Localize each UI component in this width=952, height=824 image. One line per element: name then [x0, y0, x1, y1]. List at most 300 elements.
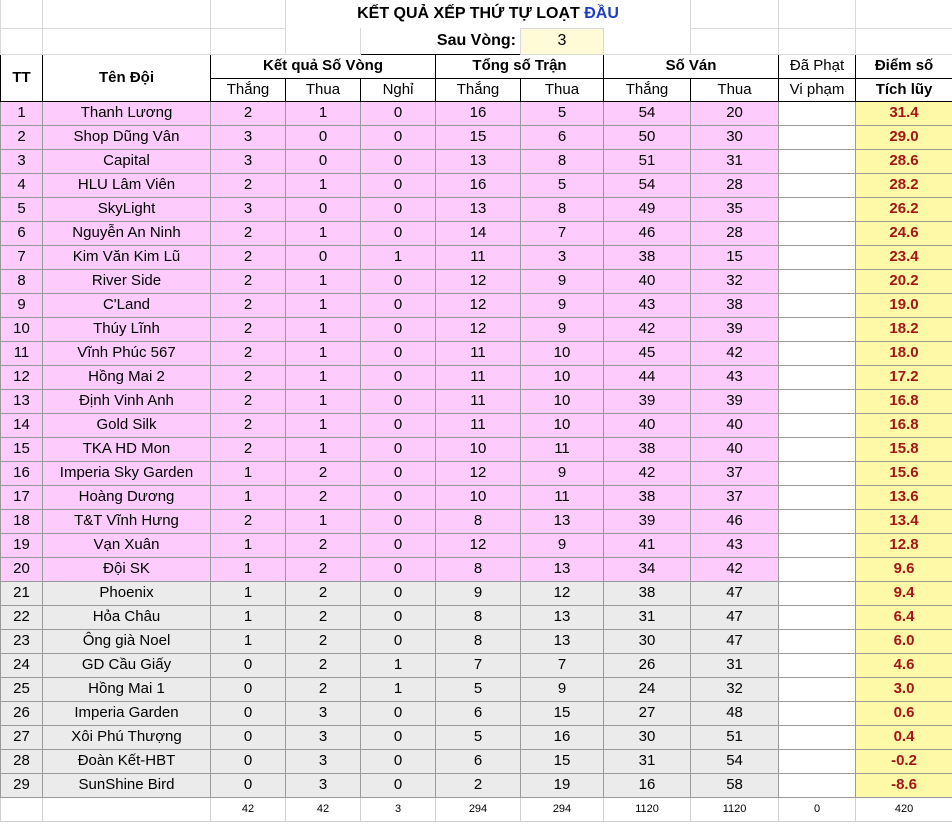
cell-tt[interactable]: 16	[1, 461, 43, 485]
cell-penalty[interactable]	[779, 389, 856, 413]
cell-round-bye[interactable]: 0	[361, 605, 436, 629]
cell-game-loss[interactable]: 51	[691, 725, 779, 749]
cell-round-win[interactable]: 2	[211, 317, 286, 341]
cell-tt[interactable]: 25	[1, 677, 43, 701]
cell-round-loss[interactable]: 1	[286, 341, 361, 365]
cell-game-loss[interactable]: 54	[691, 749, 779, 773]
cell-tt[interactable]: 14	[1, 413, 43, 437]
cell-round-win[interactable]: 2	[211, 365, 286, 389]
total-mw[interactable]: 294	[436, 797, 521, 821]
cell-match-loss[interactable]: 9	[521, 317, 604, 341]
cell-points[interactable]: 28.2	[856, 173, 952, 197]
cell-round-bye[interactable]: 0	[361, 533, 436, 557]
cell-game-loss[interactable]: 20	[691, 101, 779, 125]
cell-round-bye[interactable]: 0	[361, 173, 436, 197]
cell-game-loss[interactable]: 38	[691, 293, 779, 317]
cell-team[interactable]: Kim Văn Kim Lũ	[43, 245, 211, 269]
cell-match-loss[interactable]: 12	[521, 581, 604, 605]
cell-round-loss[interactable]: 1	[286, 293, 361, 317]
cell-team[interactable]: TKA HD Mon	[43, 437, 211, 461]
cell-game-loss[interactable]: 40	[691, 413, 779, 437]
cell-game-loss[interactable]: 47	[691, 581, 779, 605]
cell-points[interactable]: 16.8	[856, 389, 952, 413]
cell-match-win[interactable]: 6	[436, 749, 521, 773]
cell-game-loss[interactable]: 37	[691, 461, 779, 485]
cell-penalty[interactable]	[779, 317, 856, 341]
cell-team[interactable]: Imperia Sky Garden	[43, 461, 211, 485]
cell-round-win[interactable]: 0	[211, 749, 286, 773]
cell-game-win[interactable]: 38	[604, 437, 691, 461]
cell-tt[interactable]: 18	[1, 509, 43, 533]
cell-round-bye[interactable]: 0	[361, 509, 436, 533]
cell-tt[interactable]: 20	[1, 557, 43, 581]
cell-penalty[interactable]	[779, 149, 856, 173]
cell-match-loss[interactable]: 9	[521, 677, 604, 701]
cell-round-loss[interactable]: 2	[286, 557, 361, 581]
cell-round-loss[interactable]: 1	[286, 365, 361, 389]
cell-round-loss[interactable]: 2	[286, 629, 361, 653]
total-pts[interactable]: 420	[856, 797, 952, 821]
cell-round-loss[interactable]: 1	[286, 173, 361, 197]
cell-game-win[interactable]: 39	[604, 509, 691, 533]
cell-round-bye[interactable]: 1	[361, 245, 436, 269]
cell-round-bye[interactable]: 0	[361, 749, 436, 773]
cell-round-loss[interactable]: 2	[286, 533, 361, 557]
cell-game-win[interactable]: 24	[604, 677, 691, 701]
cell-penalty[interactable]	[779, 581, 856, 605]
cell-points[interactable]: 9.6	[856, 557, 952, 581]
cell-match-loss[interactable]: 13	[521, 557, 604, 581]
cell-match-loss[interactable]: 9	[521, 461, 604, 485]
cell-team[interactable]: SkyLight	[43, 197, 211, 221]
cell-tt[interactable]: 3	[1, 149, 43, 173]
cell-team[interactable]: HLU Lâm Viên	[43, 173, 211, 197]
cell-round-bye[interactable]: 0	[361, 221, 436, 245]
cell-round-loss[interactable]: 1	[286, 509, 361, 533]
cell-game-win[interactable]: 40	[604, 269, 691, 293]
cell-match-win[interactable]: 8	[436, 605, 521, 629]
cell-penalty[interactable]	[779, 365, 856, 389]
cell-penalty[interactable]	[779, 245, 856, 269]
cell-round-win[interactable]: 1	[211, 485, 286, 509]
cell-game-win[interactable]: 54	[604, 173, 691, 197]
cell-round-win[interactable]: 2	[211, 101, 286, 125]
cell-tt[interactable]: 11	[1, 341, 43, 365]
cell-points[interactable]: -8.6	[856, 773, 952, 797]
cell-round-loss[interactable]: 1	[286, 437, 361, 461]
cell-team[interactable]: Đoàn Kết-HBT	[43, 749, 211, 773]
total-gl[interactable]: 1120	[691, 797, 779, 821]
cell-game-win[interactable]: 54	[604, 101, 691, 125]
cell-points[interactable]: 6.0	[856, 629, 952, 653]
cell-round-bye[interactable]: 0	[361, 317, 436, 341]
cell-match-win[interactable]: 13	[436, 149, 521, 173]
cell-round-loss[interactable]: 2	[286, 677, 361, 701]
cell-match-win[interactable]: 10	[436, 437, 521, 461]
cell-points[interactable]: 0.6	[856, 701, 952, 725]
cell-penalty[interactable]	[779, 437, 856, 461]
cell-round-win[interactable]: 1	[211, 581, 286, 605]
cell-round-loss[interactable]: 0	[286, 149, 361, 173]
cell-game-win[interactable]: 30	[604, 725, 691, 749]
cell-round-bye[interactable]: 0	[361, 101, 436, 125]
cell-round-bye[interactable]: 1	[361, 677, 436, 701]
cell-points[interactable]: 23.4	[856, 245, 952, 269]
cell-team[interactable]: Gold Silk	[43, 413, 211, 437]
cell-round-loss[interactable]: 2	[286, 461, 361, 485]
cell-points[interactable]: 6.4	[856, 605, 952, 629]
cell-team[interactable]: Hồng Mai 2	[43, 365, 211, 389]
cell-team[interactable]: Vĩnh Phúc 567	[43, 341, 211, 365]
cell-match-loss[interactable]: 5	[521, 173, 604, 197]
cell-round-loss[interactable]: 1	[286, 101, 361, 125]
cell-tt[interactable]: 17	[1, 485, 43, 509]
cell-game-win[interactable]: 40	[604, 413, 691, 437]
cell-match-loss[interactable]: 10	[521, 365, 604, 389]
cell-round-loss[interactable]: 3	[286, 701, 361, 725]
cell-round-loss[interactable]: 1	[286, 221, 361, 245]
cell-round-win[interactable]: 2	[211, 437, 286, 461]
cell-tt[interactable]: 28	[1, 749, 43, 773]
cell-game-loss[interactable]: 31	[691, 149, 779, 173]
cell-penalty[interactable]	[779, 773, 856, 797]
cell-round-win[interactable]: 1	[211, 557, 286, 581]
cell-penalty[interactable]	[779, 629, 856, 653]
cell-round-loss[interactable]: 1	[286, 413, 361, 437]
cell-tt[interactable]: 5	[1, 197, 43, 221]
cell-round-loss[interactable]: 3	[286, 749, 361, 773]
cell-round-loss[interactable]: 2	[286, 605, 361, 629]
cell-game-win[interactable]: 51	[604, 149, 691, 173]
cell-game-win[interactable]: 43	[604, 293, 691, 317]
cell-game-win[interactable]: 41	[604, 533, 691, 557]
cell-team[interactable]: Phoenix	[43, 581, 211, 605]
cell-round-win[interactable]: 0	[211, 701, 286, 725]
cell-round-loss[interactable]: 0	[286, 125, 361, 149]
cell-points[interactable]: 19.0	[856, 293, 952, 317]
cell-round-win[interactable]: 2	[211, 221, 286, 245]
cell-round-bye[interactable]: 0	[361, 197, 436, 221]
total-rb[interactable]: 3	[361, 797, 436, 821]
cell-match-loss[interactable]: 9	[521, 533, 604, 557]
cell-round-loss[interactable]: 2	[286, 653, 361, 677]
cell-match-loss[interactable]: 13	[521, 629, 604, 653]
cell-tt[interactable]: 10	[1, 317, 43, 341]
cell-penalty[interactable]	[779, 749, 856, 773]
cell-team[interactable]: GD Cầu Giấy	[43, 653, 211, 677]
cell-match-loss[interactable]: 7	[521, 653, 604, 677]
cell-team[interactable]: Nguyễn An Ninh	[43, 221, 211, 245]
cell-match-win[interactable]: 7	[436, 653, 521, 677]
cell-game-loss[interactable]: 30	[691, 125, 779, 149]
cell-game-win[interactable]: 50	[604, 125, 691, 149]
cell-penalty[interactable]	[779, 509, 856, 533]
cell-match-loss[interactable]: 8	[521, 149, 604, 173]
cell-team[interactable]: Thúy Lĩnh	[43, 317, 211, 341]
cell-points[interactable]: 18.0	[856, 341, 952, 365]
cell-penalty[interactable]	[779, 725, 856, 749]
cell-penalty[interactable]	[779, 677, 856, 701]
cell-points[interactable]: 24.6	[856, 221, 952, 245]
cell-match-win[interactable]: 14	[436, 221, 521, 245]
cell-match-loss[interactable]: 9	[521, 269, 604, 293]
cell-points[interactable]: 12.8	[856, 533, 952, 557]
cell-match-loss[interactable]: 15	[521, 701, 604, 725]
cell-team[interactable]: River Side	[43, 269, 211, 293]
cell-round-bye[interactable]: 0	[361, 293, 436, 317]
cell-round-bye[interactable]: 0	[361, 485, 436, 509]
cell-team[interactable]: SunShine Bird	[43, 773, 211, 797]
cell-game-loss[interactable]: 35	[691, 197, 779, 221]
cell-game-loss[interactable]: 42	[691, 557, 779, 581]
cell-round-win[interactable]: 0	[211, 677, 286, 701]
cell-points[interactable]: 15.8	[856, 437, 952, 461]
cell-round-loss[interactable]: 1	[286, 269, 361, 293]
cell-match-loss[interactable]: 10	[521, 413, 604, 437]
cell-match-loss[interactable]: 6	[521, 125, 604, 149]
cell-round-bye[interactable]: 0	[361, 461, 436, 485]
cell-match-win[interactable]: 10	[436, 485, 521, 509]
cell-match-loss[interactable]: 10	[521, 389, 604, 413]
cell-game-win[interactable]: 45	[604, 341, 691, 365]
cell-round-loss[interactable]: 1	[286, 317, 361, 341]
cell-game-win[interactable]: 46	[604, 221, 691, 245]
cell-match-loss[interactable]: 9	[521, 293, 604, 317]
cell-team[interactable]: Xôi Phú Thượng	[43, 725, 211, 749]
cell-match-win[interactable]: 8	[436, 557, 521, 581]
cell-game-loss[interactable]: 40	[691, 437, 779, 461]
cell-round-bye[interactable]: 0	[361, 557, 436, 581]
cell-tt[interactable]: 2	[1, 125, 43, 149]
cell-game-win[interactable]: 42	[604, 317, 691, 341]
cell-round-bye[interactable]: 1	[361, 653, 436, 677]
cell-game-loss[interactable]: 43	[691, 365, 779, 389]
cell-team[interactable]: Định Vinh Anh	[43, 389, 211, 413]
cell-tt[interactable]: 19	[1, 533, 43, 557]
cell-round-loss[interactable]: 0	[286, 245, 361, 269]
cell-game-loss[interactable]: 37	[691, 485, 779, 509]
cell-match-loss[interactable]: 7	[521, 221, 604, 245]
cell-team[interactable]: Đội SK	[43, 557, 211, 581]
cell-tt[interactable]: 7	[1, 245, 43, 269]
cell-points[interactable]: -0.2	[856, 749, 952, 773]
cell-penalty[interactable]	[779, 341, 856, 365]
cell-match-win[interactable]: 12	[436, 533, 521, 557]
cell-tt[interactable]: 15	[1, 437, 43, 461]
cell-round-win[interactable]: 2	[211, 413, 286, 437]
cell-game-loss[interactable]: 28	[691, 173, 779, 197]
cell-points[interactable]: 13.6	[856, 485, 952, 509]
cell-game-loss[interactable]: 48	[691, 701, 779, 725]
cell-tt[interactable]: 6	[1, 221, 43, 245]
cell-match-loss[interactable]: 10	[521, 341, 604, 365]
cell-game-win[interactable]: 31	[604, 749, 691, 773]
cell-game-win[interactable]: 27	[604, 701, 691, 725]
cell-match-win[interactable]: 11	[436, 365, 521, 389]
cell-game-win[interactable]: 49	[604, 197, 691, 221]
cell-round-bye[interactable]: 0	[361, 725, 436, 749]
cell-game-loss[interactable]: 32	[691, 677, 779, 701]
cell-game-win[interactable]: 30	[604, 629, 691, 653]
cell-game-win[interactable]: 38	[604, 245, 691, 269]
cell-match-loss[interactable]: 19	[521, 773, 604, 797]
cell-game-loss[interactable]: 39	[691, 389, 779, 413]
cell-round-bye[interactable]: 0	[361, 389, 436, 413]
cell-round-bye[interactable]: 0	[361, 413, 436, 437]
cell-round-loss[interactable]: 0	[286, 197, 361, 221]
cell-penalty[interactable]	[779, 197, 856, 221]
total-ml[interactable]: 294	[521, 797, 604, 821]
cell-points[interactable]: 20.2	[856, 269, 952, 293]
cell-round-win[interactable]: 1	[211, 533, 286, 557]
cell-round-bye[interactable]: 0	[361, 149, 436, 173]
cell-tt[interactable]: 29	[1, 773, 43, 797]
cell-tt[interactable]: 24	[1, 653, 43, 677]
cell-round-bye[interactable]: 0	[361, 269, 436, 293]
cell-round-loss[interactable]: 3	[286, 725, 361, 749]
cell-round-loss[interactable]: 1	[286, 389, 361, 413]
cell-penalty[interactable]	[779, 413, 856, 437]
cell-penalty[interactable]	[779, 269, 856, 293]
cell-round-win[interactable]: 0	[211, 725, 286, 749]
cell-points[interactable]: 16.8	[856, 413, 952, 437]
cell-match-loss[interactable]: 8	[521, 197, 604, 221]
cell-round-bye[interactable]: 0	[361, 701, 436, 725]
cell-match-win[interactable]: 16	[436, 101, 521, 125]
cell-match-loss[interactable]: 15	[521, 749, 604, 773]
total-gw[interactable]: 1120	[604, 797, 691, 821]
cell-tt[interactable]: 9	[1, 293, 43, 317]
cell-round-win[interactable]: 2	[211, 341, 286, 365]
cell-team[interactable]: Ông già Noel	[43, 629, 211, 653]
cell-tt[interactable]: 26	[1, 701, 43, 725]
cell-match-win[interactable]: 15	[436, 125, 521, 149]
cell-match-loss[interactable]: 13	[521, 509, 604, 533]
cell-match-win[interactable]: 12	[436, 269, 521, 293]
total-rl[interactable]: 42	[286, 797, 361, 821]
cell-match-win[interactable]: 16	[436, 173, 521, 197]
cell-penalty[interactable]	[779, 701, 856, 725]
cell-match-loss[interactable]: 11	[521, 437, 604, 461]
cell-match-win[interactable]: 12	[436, 317, 521, 341]
cell-game-win[interactable]: 16	[604, 773, 691, 797]
cell-match-loss[interactable]: 3	[521, 245, 604, 269]
cell-round-win[interactable]: 2	[211, 245, 286, 269]
cell-game-win[interactable]: 38	[604, 485, 691, 509]
cell-points[interactable]: 31.4	[856, 101, 952, 125]
cell-penalty[interactable]	[779, 461, 856, 485]
cell-match-win[interactable]: 11	[436, 341, 521, 365]
cell-game-win[interactable]: 34	[604, 557, 691, 581]
cell-tt[interactable]: 23	[1, 629, 43, 653]
cell-team[interactable]: Imperia Garden	[43, 701, 211, 725]
cell-round-win[interactable]: 3	[211, 197, 286, 221]
cell-round-win[interactable]: 2	[211, 509, 286, 533]
cell-round-win[interactable]: 1	[211, 605, 286, 629]
cell-round-win[interactable]: 0	[211, 773, 286, 797]
cell-round-win[interactable]: 0	[211, 653, 286, 677]
cell-penalty[interactable]	[779, 173, 856, 197]
cell-game-loss[interactable]: 42	[691, 341, 779, 365]
total-empty-cell[interactable]	[1, 797, 43, 821]
cell-round-loss[interactable]: 2	[286, 485, 361, 509]
cell-team[interactable]: T&T Vĩnh Hưng	[43, 509, 211, 533]
cell-team[interactable]: Hỏa Châu	[43, 605, 211, 629]
cell-points[interactable]: 15.6	[856, 461, 952, 485]
cell-match-win[interactable]: 11	[436, 245, 521, 269]
cell-match-win[interactable]: 12	[436, 293, 521, 317]
cell-points[interactable]: 18.2	[856, 317, 952, 341]
cell-penalty[interactable]	[779, 605, 856, 629]
cell-round-bye[interactable]: 0	[361, 365, 436, 389]
cell-match-win[interactable]: 11	[436, 413, 521, 437]
cell-game-loss[interactable]: 47	[691, 605, 779, 629]
cell-penalty[interactable]	[779, 485, 856, 509]
cell-round-bye[interactable]: 0	[361, 437, 436, 461]
cell-team[interactable]: Thanh Lương	[43, 101, 211, 125]
cell-round-win[interactable]: 2	[211, 389, 286, 413]
cell-tt[interactable]: 22	[1, 605, 43, 629]
cell-game-win[interactable]: 42	[604, 461, 691, 485]
cell-team[interactable]: Hoàng Dương	[43, 485, 211, 509]
cell-round-bye[interactable]: 0	[361, 581, 436, 605]
cell-tt[interactable]: 12	[1, 365, 43, 389]
cell-match-win[interactable]: 2	[436, 773, 521, 797]
cell-round-loss[interactable]: 3	[286, 773, 361, 797]
cell-match-win[interactable]: 13	[436, 197, 521, 221]
cell-game-loss[interactable]: 46	[691, 509, 779, 533]
cell-round-bye[interactable]: 0	[361, 125, 436, 149]
cell-round-bye[interactable]: 0	[361, 341, 436, 365]
cell-points[interactable]: 9.4	[856, 581, 952, 605]
cell-match-win[interactable]: 5	[436, 725, 521, 749]
cell-penalty[interactable]	[779, 101, 856, 125]
cell-team[interactable]: C'Land	[43, 293, 211, 317]
cell-points[interactable]: 29.0	[856, 125, 952, 149]
cell-match-win[interactable]: 6	[436, 701, 521, 725]
cell-tt[interactable]: 21	[1, 581, 43, 605]
cell-round-win[interactable]: 2	[211, 269, 286, 293]
cell-game-loss[interactable]: 39	[691, 317, 779, 341]
cell-game-loss[interactable]: 58	[691, 773, 779, 797]
total-pen[interactable]: 0	[779, 797, 856, 821]
cell-game-win[interactable]: 31	[604, 605, 691, 629]
cell-game-loss[interactable]: 43	[691, 533, 779, 557]
cell-game-loss[interactable]: 28	[691, 221, 779, 245]
cell-match-loss[interactable]: 5	[521, 101, 604, 125]
cell-match-win[interactable]: 11	[436, 389, 521, 413]
cell-points[interactable]: 13.4	[856, 509, 952, 533]
cell-game-loss[interactable]: 15	[691, 245, 779, 269]
cell-round-win[interactable]: 1	[211, 629, 286, 653]
cell-points[interactable]: 28.6	[856, 149, 952, 173]
cell-match-win[interactable]: 8	[436, 509, 521, 533]
cell-game-loss[interactable]: 31	[691, 653, 779, 677]
cell-game-win[interactable]: 39	[604, 389, 691, 413]
cell-tt[interactable]: 8	[1, 269, 43, 293]
cell-tt[interactable]: 4	[1, 173, 43, 197]
cell-match-win[interactable]: 8	[436, 629, 521, 653]
cell-tt[interactable]: 1	[1, 101, 43, 125]
total-rw[interactable]: 42	[211, 797, 286, 821]
cell-match-loss[interactable]: 16	[521, 725, 604, 749]
cell-team[interactable]: Vạn Xuân	[43, 533, 211, 557]
cell-team[interactable]: Hồng Mai 1	[43, 677, 211, 701]
cell-points[interactable]: 0.4	[856, 725, 952, 749]
cell-game-win[interactable]: 44	[604, 365, 691, 389]
cell-round-bye[interactable]: 0	[361, 773, 436, 797]
cell-round-win[interactable]: 3	[211, 125, 286, 149]
